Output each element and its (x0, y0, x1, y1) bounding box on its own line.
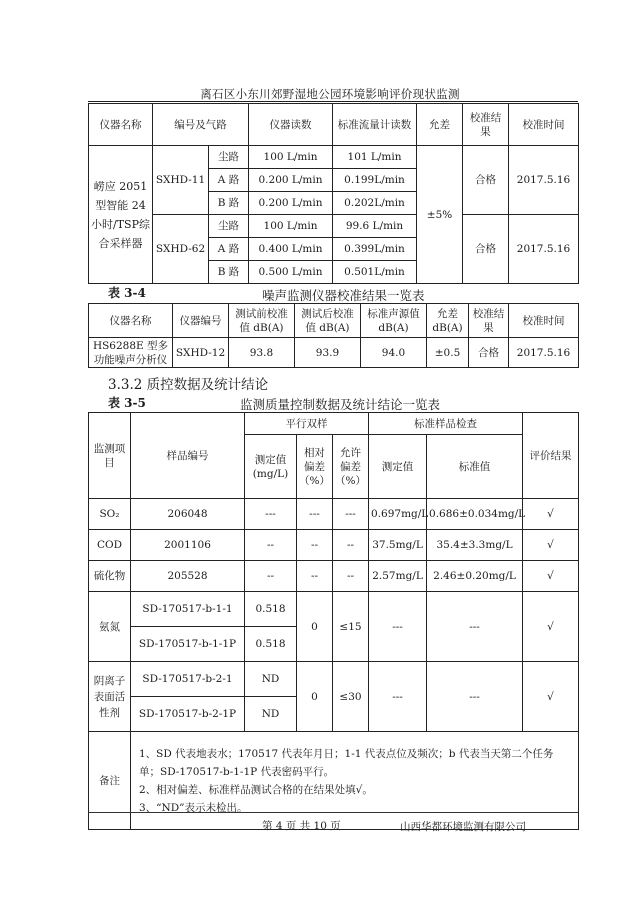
reading-cell: 0.400 L/min (249, 238, 333, 261)
table-3-4-label: 表 3-4 (108, 286, 146, 300)
rel-dev-cell: -- (297, 530, 333, 561)
std-value-cell: 0.686±0.034mg/L (427, 499, 523, 530)
col-header-tolerance: 允差 (417, 104, 463, 146)
table-3-5-title: 监测质量控制数据及统计结论一览表 (240, 397, 441, 412)
item-cell: SO₂ (89, 499, 131, 530)
std-measured-cell: --- (369, 662, 427, 732)
allow-dev-cell: --- (333, 499, 369, 530)
path-cell: B 路 (209, 192, 249, 215)
std-measured-cell: 0.697mg/L (369, 499, 427, 530)
col-header-rel-dev: 相对偏差（%） (297, 435, 333, 499)
item-cell-ammonia: 氨氮 (89, 592, 131, 662)
table-3-4-title: 噪声监测仪器校准结果一览表 (262, 288, 425, 303)
reading-cell: 0.200 L/min (249, 192, 333, 215)
item-cell-surfactant: 阴离子表面活性剂 (89, 662, 131, 732)
path-cell: A 路 (209, 169, 249, 192)
sample-cell: 2001106 (131, 530, 245, 561)
reading-cell: 100 L/min (249, 215, 333, 238)
instrument-name: 崂应 2051型智能 24小时/TSP综合采样器 (89, 146, 153, 284)
measured-cell: -- (245, 530, 297, 561)
sample-cell: SD-170517-b-2-1 (131, 662, 245, 697)
col-header-sample: 样品编号 (131, 413, 245, 499)
sample-cell: 205528 (131, 561, 245, 592)
col-header: 仪器名称 (89, 304, 173, 338)
measured-cell: ND (245, 697, 297, 732)
table-cell: 93.9 (295, 338, 361, 368)
device-id: SXHD-11 (153, 146, 209, 215)
path-cell: 尘路 (209, 146, 249, 169)
col-header: 测试后校准值 dB(A) (295, 304, 361, 338)
path-cell: A 路 (209, 238, 249, 261)
sample-cell: SD-170517-b-1-1 (131, 592, 245, 627)
reading-cell: 0.500 L/min (249, 261, 333, 284)
measured-cell: -- (245, 561, 297, 592)
standard-cell: 0.399L/min (333, 238, 417, 261)
measured-cell: 0.518 (245, 592, 297, 627)
header-rule (88, 101, 578, 102)
standard-cell: 0.501L/min (333, 261, 417, 284)
tolerance-cell: ±5% (417, 146, 463, 284)
eval-cell: √ (523, 592, 579, 662)
rel-dev-cell: -- (297, 561, 333, 592)
col-header-id-path: 编号及气路 (153, 104, 249, 146)
standard-cell: 0.199L/min (333, 169, 417, 192)
std-value-cell: 35.4±3.3mg/L (427, 530, 523, 561)
std-value-cell: 2.46±0.20mg/L (427, 561, 523, 592)
allow-dev-cell: ≤15 (333, 592, 369, 662)
table-cell: SXHD-12 (173, 338, 229, 368)
item-cell: COD (89, 530, 131, 561)
col-header-measured: 测定值(mg/L) (245, 435, 297, 499)
date-cell: 2017.5.16 (509, 146, 579, 215)
measured-cell: ND (245, 662, 297, 697)
reading-cell: 100 L/min (249, 146, 333, 169)
noise-calibration-table (88, 303, 579, 368)
sample-cell: SD-170517-b-1-1P (131, 627, 245, 662)
company-name: 山西华都环境监测有限公司 (400, 821, 526, 833)
note-line: 2、相对偏差、标准样品测试合格的在结果处填√。 (139, 783, 373, 796)
col-header: 校准结果 (469, 304, 509, 338)
col-header-allow-dev: 允许偏差（%） (333, 435, 369, 499)
result-cell: 合格 (463, 146, 509, 215)
std-value-cell: --- (427, 592, 523, 662)
device-id: SXHD-62 (153, 215, 209, 284)
sample-cell: 206048 (131, 499, 245, 530)
standard-cell: 101 L/min (333, 146, 417, 169)
note-line: 1、SD 代表地表水；170517 代表年月日；1-1 代表点位及频次；b 代表当天第二个任务单；SD-170517-b-1-1P 代表密码平行。 (139, 747, 554, 778)
col-header-result: 校准结果 (463, 104, 509, 146)
notes-cell (131, 732, 579, 830)
eval-cell: √ (523, 662, 579, 732)
footer-rule (88, 812, 578, 813)
table-cell: HS6288E 型多功能噪声分析仪 (89, 338, 173, 368)
section-heading: 3.3.2 质控数据及统计结论 (108, 377, 269, 393)
standard-cell: 0.202L/min (333, 192, 417, 215)
col-header-std-measured: 测定值 (369, 435, 427, 499)
col-header-item: 监测项目 (89, 413, 131, 499)
note-line: 3、“ND”表示未检出。 (139, 801, 248, 814)
table-3-5-label: 表 3-5 (108, 396, 146, 410)
page-header: 离石区小东川郊野湿地公园环境影响评价现状监测 (200, 87, 460, 101)
eval-cell: √ (523, 499, 579, 530)
item-cell: 硫化物 (89, 561, 131, 592)
std-measured-cell: 2.57mg/L (369, 561, 427, 592)
col-header: 仪器编号 (173, 304, 229, 338)
qc-table (88, 412, 579, 830)
table-cell: 合格 (469, 338, 509, 368)
std-value-cell: --- (427, 662, 523, 732)
col-header: 允差dB(A) (427, 304, 469, 338)
col-header-std-check: 标准样品检查 (369, 413, 523, 435)
rel-dev-cell: --- (297, 499, 333, 530)
standard-cell: 99.6 L/min (333, 215, 417, 238)
col-header: 标准声源值 dB(A) (361, 304, 427, 338)
rel-dev-cell: 0 (297, 662, 333, 732)
reading-cell: 0.200 L/min (249, 169, 333, 192)
allow-dev-cell: -- (333, 561, 369, 592)
table-cell: 93.8 (229, 338, 295, 368)
table-cell: 94.0 (361, 338, 427, 368)
col-header-instrument: 仪器名称 (89, 104, 153, 146)
rel-dev-cell: 0 (297, 592, 333, 662)
col-header-std-value: 标准值 (427, 435, 523, 499)
date-cell: 2017.5.16 (509, 215, 579, 284)
page-number: 第 4 页 共 10 页 (262, 820, 341, 832)
eval-cell: √ (523, 530, 579, 561)
col-header-eval: 评价结果 (523, 413, 579, 499)
std-measured-cell: --- (369, 592, 427, 662)
col-header-standard: 标准流量计读数 (333, 104, 417, 146)
flow-calibration-table (88, 103, 579, 284)
path-cell: B 路 (209, 261, 249, 284)
col-header: 测试前校准值 dB(A) (229, 304, 295, 338)
table-cell: 2017.5.16 (509, 338, 579, 368)
std-measured-cell: 37.5mg/L (369, 530, 427, 561)
notes-label: 备注 (89, 732, 131, 830)
allow-dev-cell: -- (333, 530, 369, 561)
allow-dev-cell: ≤30 (333, 662, 369, 732)
result-cell: 合格 (463, 215, 509, 284)
measured-cell: --- (245, 499, 297, 530)
col-header: 校准时间 (509, 304, 579, 338)
eval-cell: √ (523, 561, 579, 592)
table-cell: ±0.5 (427, 338, 469, 368)
col-header-reading: 仪器读数 (249, 104, 333, 146)
measured-cell: 0.518 (245, 627, 297, 662)
col-header-parallel: 平行双样 (245, 413, 369, 435)
sample-cell: SD-170517-b-2-1P (131, 697, 245, 732)
col-header-date: 校准时间 (509, 104, 579, 146)
path-cell: 尘路 (209, 215, 249, 238)
